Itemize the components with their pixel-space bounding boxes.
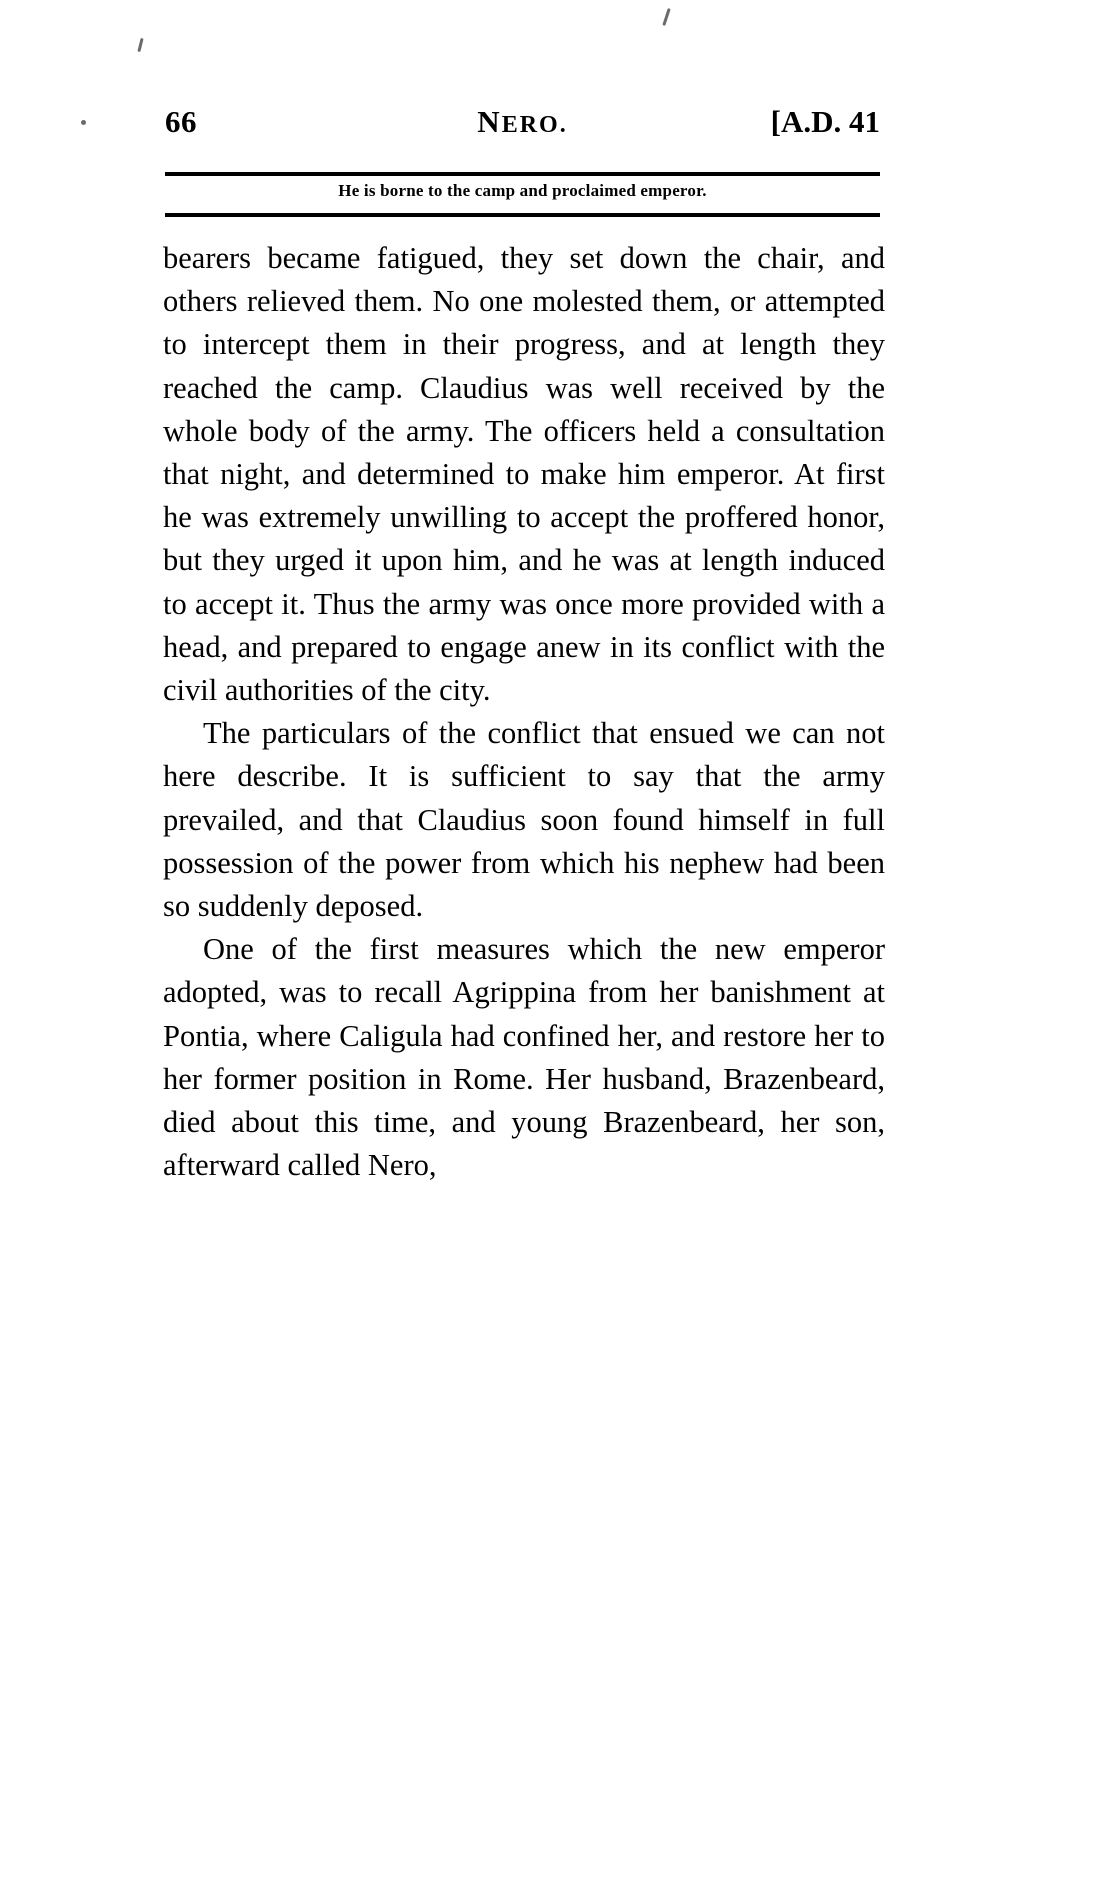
scan-artifact-icon: [137, 38, 143, 52]
paragraph: The particulars of the conflict that ensued we can not here describe. It is sufficient to say that the army prevailed, and that Claudius soon found himself in full possession of the power from which his nephew had been so suddenly deposed.: [163, 716, 885, 924]
paragraph: One of the first measures which the new emperor adopted, was to recall Agrippina from her banishment at Pontia, where Caligula had confined her, and restore her to her former position in Rome. Her husband, Brazenbeard, died about this time, and young Brazenbeard, her son, afterward called Nero,: [163, 932, 885, 1183]
page-number: 66: [165, 104, 197, 139]
body-text: [163, 237, 885, 1187]
running-title-lead: N: [477, 104, 502, 139]
scan-artifact-icon: [81, 120, 86, 125]
header-rule-top: [165, 172, 880, 176]
date-reference: [A.D. 41: [770, 104, 880, 139]
section-subtitle: He is borne to the camp and proclaimed emperor.: [338, 181, 707, 200]
scan-artifact-icon: [662, 8, 670, 26]
page-header: [165, 104, 880, 148]
header-rule-bottom: [165, 213, 880, 217]
paragraph: bearers became fatigued, they set down the chair, and others relieved them. No one molested them, or attempted to intercept them in their progress, and at length they reached the camp. Claudius was well received by the whole body of the army. The officers held a consultation that night, and determined to make him emperor. At first he was extremely unwilling to accept the proffered honor, but they urged it upon him, and he was at length induced to accept it. Thus the army was once more provided with a head, and prepared to engage anew in its conflict with the civil authorities of the city.: [163, 241, 885, 708]
running-title-rest: ERO.: [501, 112, 568, 138]
